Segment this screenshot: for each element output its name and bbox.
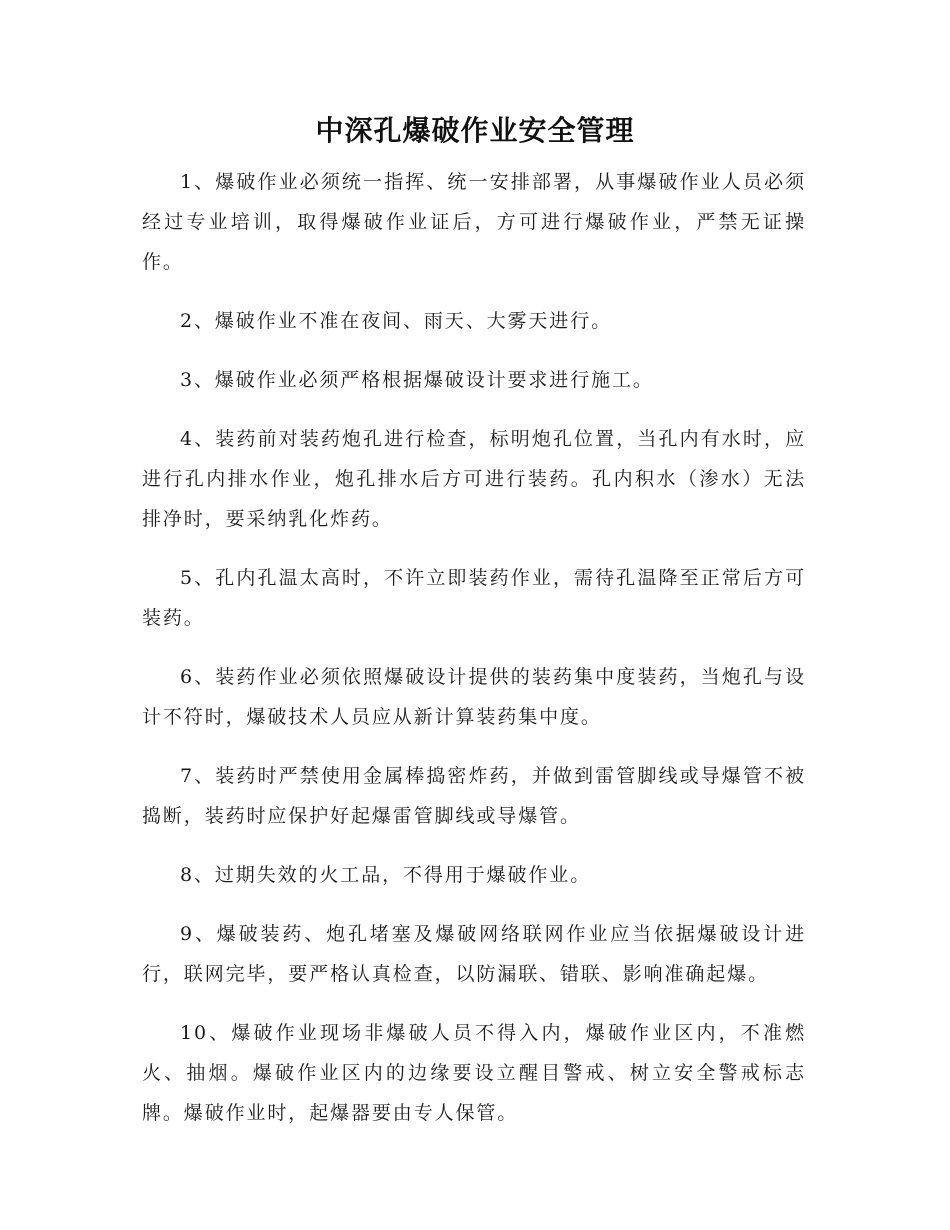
- paragraph-9: 9、爆破装药、炮孔堵塞及爆破网络联网作业应当依据爆破设计进行，联网完毕，要严格认真检查，以防漏联、错联、影响准确起爆。: [142, 923, 806, 985]
- paragraph-6: 6、装药作业必须依照爆破设计提供的装药集中度装药，当炮孔与设计不符时，爆破技术人员应从新计算装药集中度。: [142, 666, 806, 728]
- document-title: 中深孔爆破作业安全管理: [315, 114, 635, 147]
- paragraph-1: 1、爆破作业必须统一指挥、统一安排部署，从事爆破作业人员必须经过专业培训，取得爆破作业证后，方可进行爆破作业，严禁无证操作。: [142, 171, 806, 273]
- paragraph-7: 7、装药时严禁使用金属棒捣密炸药，并做到雷管脚线或导爆管不被捣断，装药时应保护好起爆雷管脚线或导爆管。: [142, 765, 806, 827]
- document-body: [142, 162, 806, 1152]
- paragraph-4: 4、装药前对装药炮孔进行检查，标明炮孔位置，当孔内有水时，应进行孔内排水作业，炮孔排水后方可进行装药。孔内积水（渗水）无法排净时，要采纳乳化炸药。: [142, 428, 806, 530]
- paragraph-8: 8、过期失效的火工品，不得用于爆破作业。: [180, 864, 592, 886]
- paragraph-2: 2、爆破作业不准在夜间、雨天、大雾天进行。: [180, 310, 612, 332]
- paragraph-3: 3、爆破作业必须严格根据爆破设计要求进行施工。: [180, 369, 654, 391]
- paragraph-5: 5、孔内孔温太高时，不许立即装药作业，需待孔温降至正常后方可装药。: [142, 567, 806, 629]
- paragraph-10: 10、爆破作业现场非爆破人员不得入内，爆破作业区内，不准燃火、抽烟。爆破作业区内的边缘要设立醒目警戒、树立安全警戒标志牌。爆破作业时，起爆器要由专人保管。: [142, 1022, 806, 1124]
